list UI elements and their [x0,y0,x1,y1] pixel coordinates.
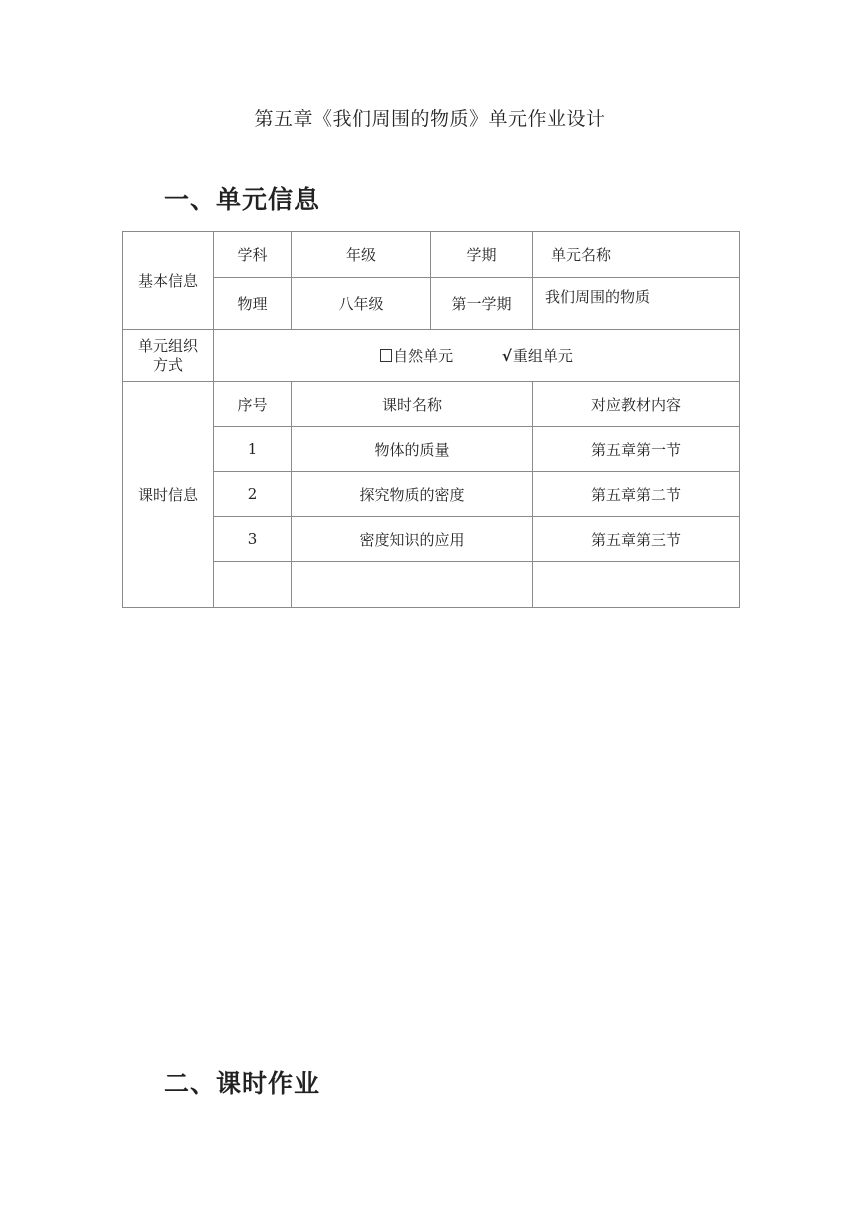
table-row [123,517,740,562]
lesson-name [292,562,533,608]
organization-options [214,330,740,382]
section-heading-lesson-homework: 二、课时作业 [164,1069,321,1098]
lesson-seq: 3 [214,517,292,562]
lesson-name: 探究物质的密度 [292,472,533,517]
basic-info-header-row [123,232,740,278]
table-row [123,427,740,472]
lesson-textbook: 第五章第二节 [533,472,740,517]
lesson-name: 物体的质量 [292,427,533,472]
option-natural-unit-label: 自然单元 [393,347,454,365]
value-unit-name: 我们周围的物质 [533,278,740,330]
option-regrouped-unit-label: 重组单元 [512,347,573,365]
lesson-seq: 1 [214,427,292,472]
value-semester: 第一学期 [431,278,533,330]
value-subject: 物理 [214,278,292,330]
header-seq: 序号 [214,382,292,427]
value-grade: 八年级 [292,278,431,330]
header-subject: 学科 [214,232,292,278]
table-row [123,472,740,517]
organization-row [123,330,740,382]
lesson-textbook: 第五章第一节 [533,427,740,472]
header-grade: 年级 [292,232,431,278]
unit-info-table [122,231,740,608]
document-title: 第五章《我们周围的物质》单元作业设计 [254,108,606,130]
checkmark-icon: √ [501,347,512,365]
option-natural-unit [380,345,453,366]
organization-label [123,330,214,382]
lesson-textbook [533,562,740,608]
header-lesson-name: 课时名称 [292,382,533,427]
lesson-header-row [123,382,740,427]
basic-info-value-row [123,278,740,330]
table-row [123,562,740,608]
unchecked-box-icon [380,349,392,362]
lesson-name: 密度知识的应用 [292,517,533,562]
lesson-seq: 2 [214,472,292,517]
section-heading-unit-info: 一、单元信息 [164,185,321,214]
lesson-info-label: 课时信息 [123,382,214,608]
header-unit-name: 单元名称 [533,232,740,278]
header-semester: 学期 [431,232,533,278]
lesson-seq [214,562,292,608]
lesson-textbook: 第五章第三节 [533,517,740,562]
basic-info-label: 基本信息 [123,232,214,330]
option-regrouped-unit [502,345,573,366]
header-textbook-content: 对应教材内容 [533,382,740,427]
organization-label-text: 单元组织方式 [137,336,198,374]
